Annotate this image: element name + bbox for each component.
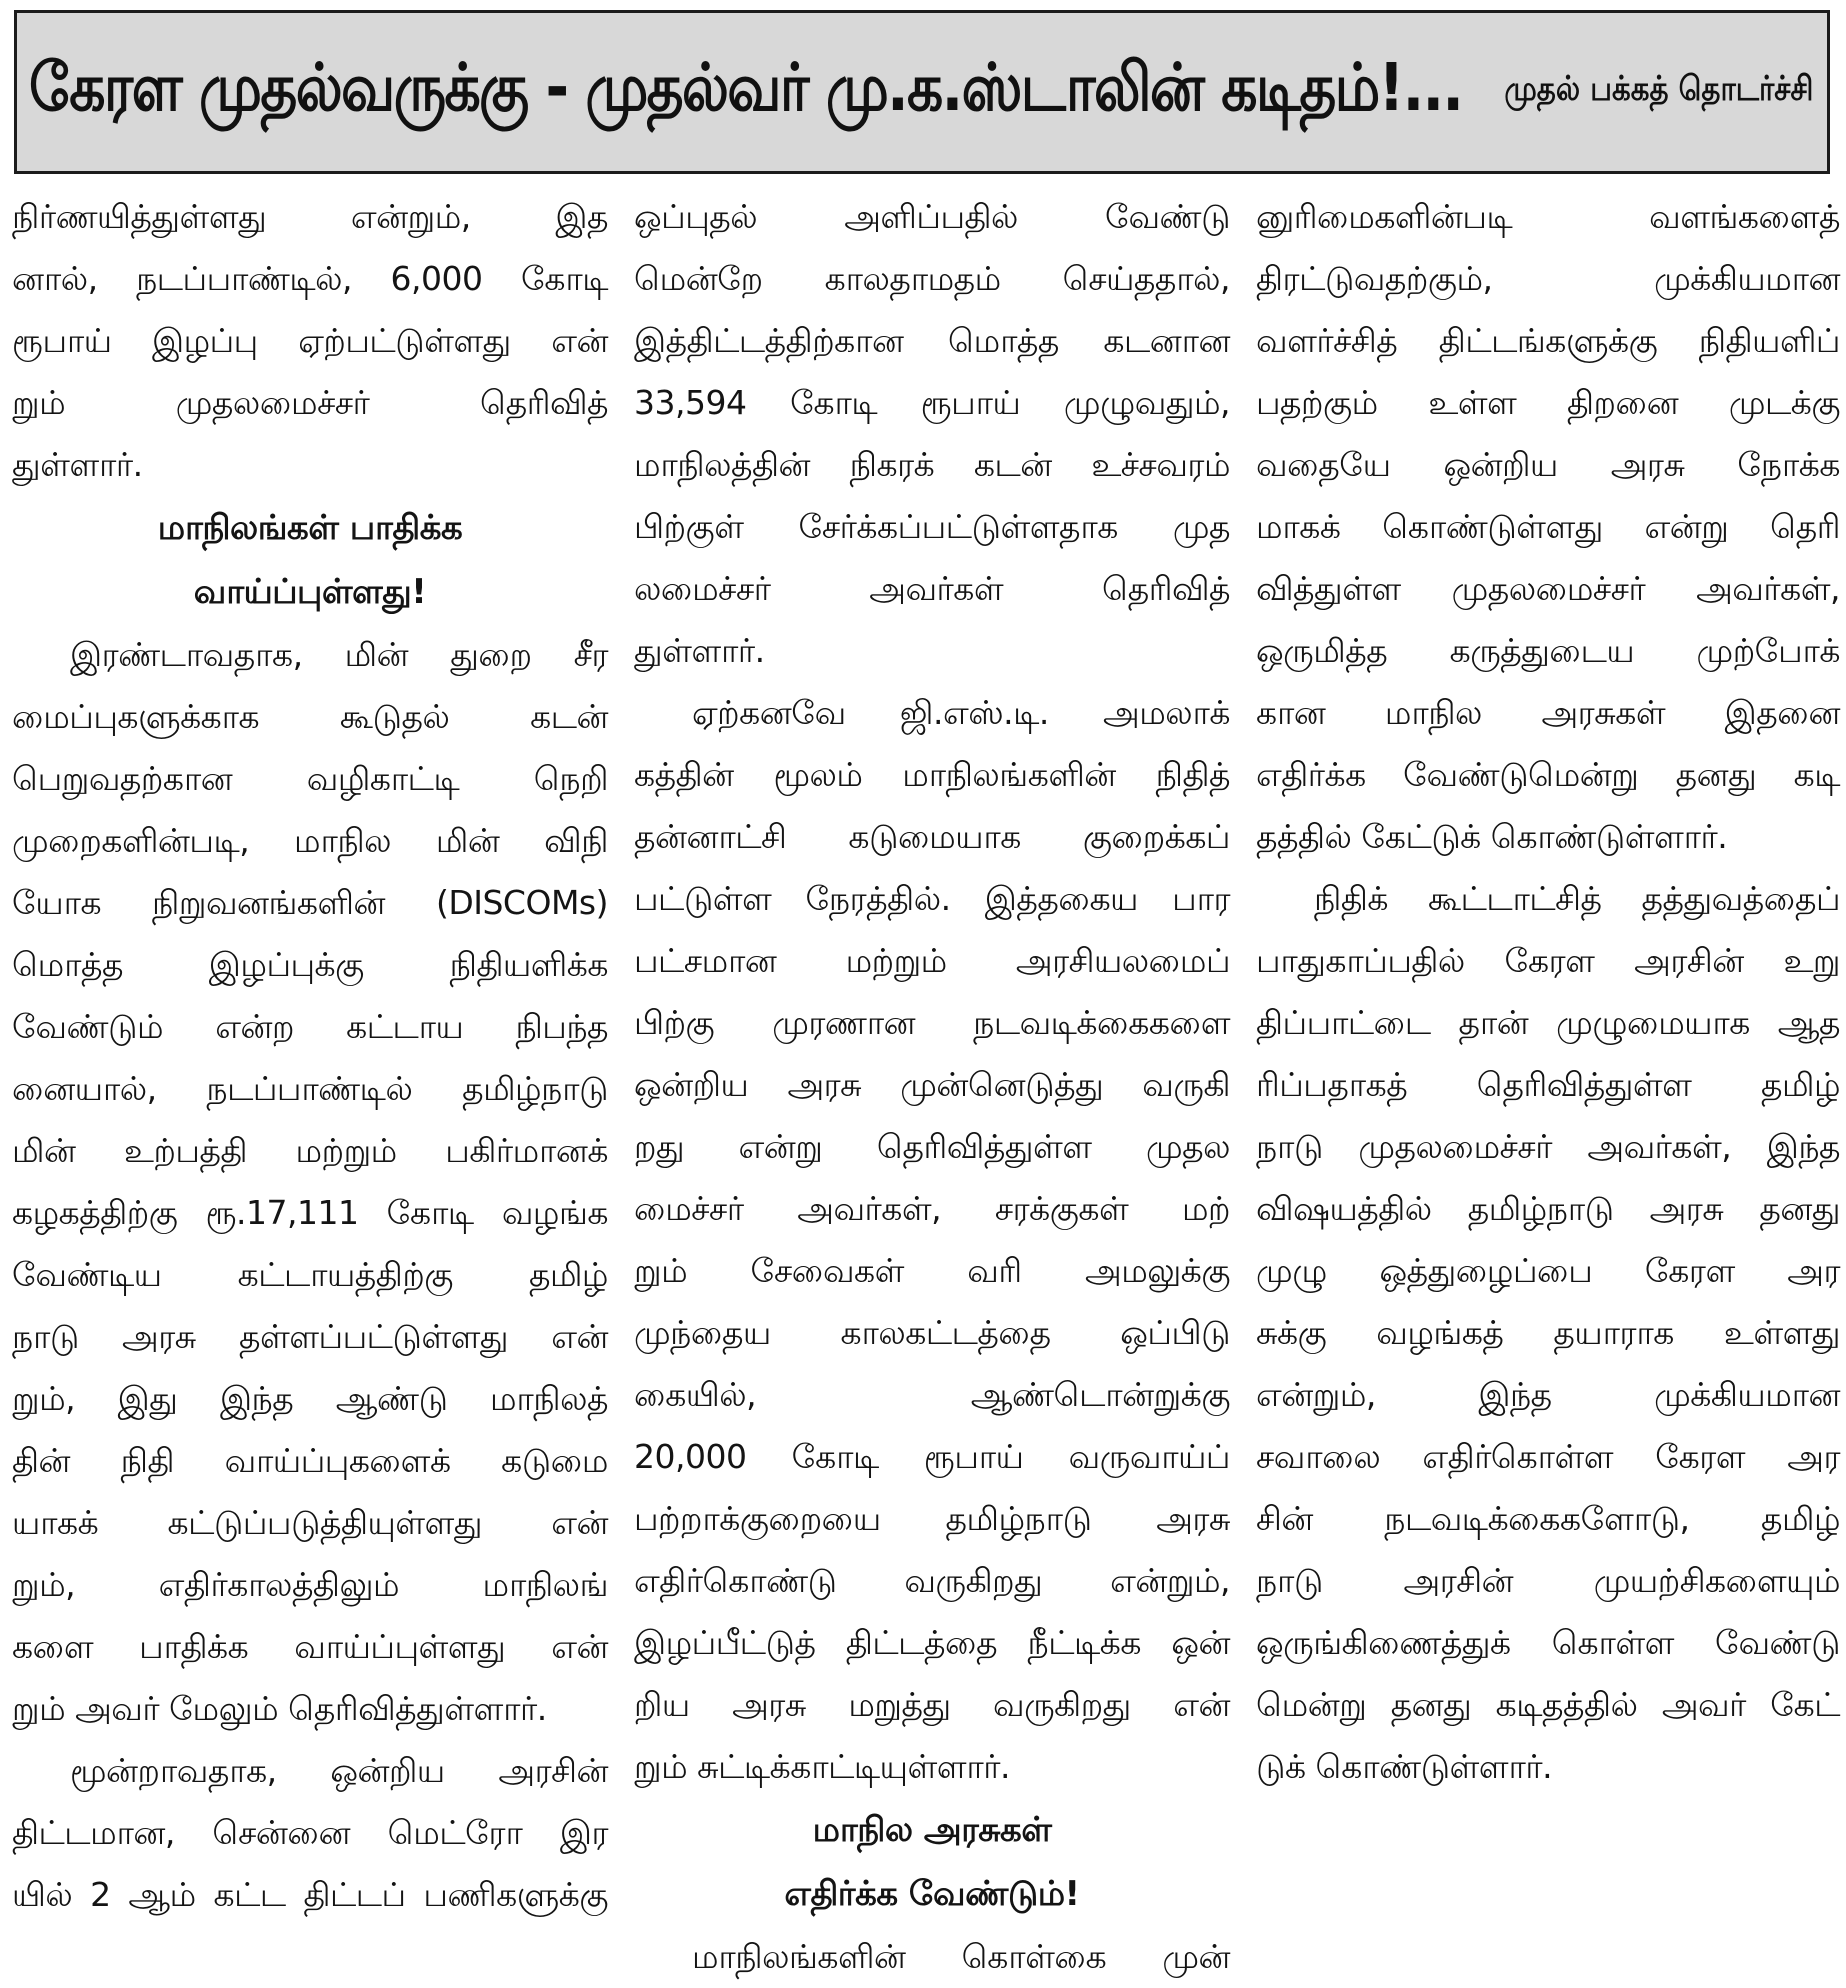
article-line: யில் 2 ஆம் கட்ட திட்டப் பணிகளுக்கு (12, 1875, 608, 1914)
article-line: வதையே ஒன்றிய அரசு நோக்க (1256, 445, 1840, 484)
article-line: வேண்டிய கட்டாயத்திற்கு தமிழ் (12, 1255, 608, 1294)
article-line: மென்றே காலதாமதம் செய்ததால், (634, 259, 1230, 298)
article-line: கத்தின் மூலம் மாநிலங்களின் நிதித் (634, 755, 1230, 794)
article-line: மாநிலத்தின் நிகரக் கடன் உச்சவரம் (634, 445, 1230, 484)
article-subheading: வாய்ப்புள்ளது! (193, 572, 427, 612)
paragraph-first-line: ஏற்கனவே ஜி.எஸ்.டி. அமலாக் (692, 693, 1230, 732)
article-line: றும், இது இந்த ஆண்டு மாநிலத் (12, 1379, 608, 1418)
article-line: யாகக் கட்டுப்படுத்தியுள்ளது என் (12, 1503, 608, 1542)
article-line: கையில், ஆண்டொன்றுக்கு (634, 1375, 1230, 1414)
article-column-1 (12, 186, 608, 1914)
article-line: திட்டமான, சென்னை மெட்ரோ இர (12, 1813, 608, 1852)
article-line: 20,000 கோடி ரூபாய் வருவாய்ப் (634, 1437, 1230, 1476)
article-line: திரட்டுவதற்கும், முக்கியமான (1256, 259, 1840, 298)
article-line: யோக நிறுவனங்களின் (DISCOMs) (12, 883, 608, 922)
article-line: ரிப்பதாகத் தெரிவித்துள்ள தமிழ் (1256, 1065, 1840, 1104)
article-line: ரூபாய் இழப்பு ஏற்பட்டுள்ளது என் (12, 321, 608, 360)
article-line: றும் சேவைகள் வரி அமலுக்கு (634, 1251, 1230, 1290)
article-line: வேண்டும் என்ற கட்டாய நிபந்த (12, 1007, 608, 1046)
article-line: 33,594 கோடி ரூபாய் முழுவதும், (634, 383, 1230, 422)
paragraph-first-line: மாநிலங்களின் கொள்கை முன் (692, 1937, 1230, 1976)
article-subheading: எதிர்க்க வேண்டும்! (784, 1874, 1080, 1914)
paragraph-last-line: துள்ளார். (12, 445, 143, 484)
article-line: கான மாநில அரசுகள் இதனை (1256, 693, 1840, 732)
article-line: றும் முதலமைச்சர் தெரிவித் (12, 383, 608, 422)
article-line: றது என்று தெரிவித்துள்ள முதல (634, 1127, 1230, 1166)
article-line: மைச்சர் அவர்கள், சரக்குகள் மற் (634, 1189, 1230, 1228)
headline-title: கேரள முதல்வருக்கு - முதல்வர் மு.க.ஸ்டாலின் கடிதம்!... (29, 49, 1463, 126)
article-line: இத்திட்டத்திற்கான மொத்த கடனான (634, 321, 1230, 360)
article-line: ஒன்றிய அரசு முன்னெடுத்து வருகி (634, 1065, 1230, 1104)
article-line: விஷயத்தில் தமிழ்நாடு அரசு தனது (1256, 1189, 1840, 1228)
article-line: சுக்கு வழங்கத் தயாராக உள்ளது (1256, 1313, 1840, 1352)
article-line: லமைச்சர் அவர்கள் தெரிவித் (634, 569, 1230, 608)
article-column-2 (634, 186, 1230, 1976)
article-line: பட்டுள்ள நேரத்தில். இத்தகைய பார (634, 879, 1230, 918)
article-line: தின் நிதி வாய்ப்புகளைக் கடுமை (12, 1441, 608, 1480)
article-subheading: மாநில அரசுகள் (812, 1810, 1052, 1850)
paragraph-last-line: துள்ளார். (634, 631, 765, 670)
article-line: திப்பாட்டை தான் முழுமையாக ஆத (1256, 1003, 1840, 1042)
article-line: தன்னாட்சி கடுமையாக குறைக்கப் (634, 817, 1230, 856)
article-line: நாடு முதலமைச்சர் அவர்கள், இந்த (1256, 1127, 1840, 1166)
article-line: றிய அரசு மறுத்து வருகிறது என் (634, 1685, 1230, 1724)
article-line: பிற்குள் சேர்க்கப்பட்டுள்ளதாக முத (634, 507, 1230, 546)
article-line: மென்று தனது கடிதத்தில் அவர் கேட் (1256, 1685, 1840, 1724)
article-line: ஒருமித்த கருத்துடைய முற்போக் (1256, 631, 1840, 670)
article-line: முழு ஒத்துழைப்பை கேரள அர (1256, 1251, 1840, 1290)
article-line: வளர்ச்சித் திட்டங்களுக்கு நிதியளிப் (1256, 321, 1840, 360)
article-line: னால், நடப்பாண்டில், 6,000 கோடி (12, 259, 608, 298)
article-line: பற்றாக்குறையை தமிழ்நாடு அரசு (634, 1499, 1230, 1538)
article-line: ஒப்புதல் அளிப்பதில் வேண்டு (634, 197, 1230, 236)
article-line: சின் நடவடிக்கைகளோடு, தமிழ் (1256, 1499, 1840, 1538)
article-line: பட்சமான மற்றும் அரசியலமைப் (634, 941, 1230, 980)
article-line: பெறுவதற்கான வழிகாட்டி நெறி (12, 759, 608, 798)
article-line: நாடு அரசின் முயற்சிகளையும் (1256, 1561, 1840, 1600)
article-line: பதற்கும் உள்ள திறனை முடக்கு (1256, 383, 1840, 422)
article-line: றும், எதிர்காலத்திலும் மாநிலங் (12, 1565, 608, 1604)
article-column-3 (1256, 186, 1840, 1886)
article-line: மாகக் கொண்டுள்ளது என்று தெரி (1256, 507, 1840, 546)
paragraph-first-line: மூன்றாவதாக, ஒன்றிய அரசின் (70, 1751, 608, 1790)
article-line: மைப்புகளுக்காக கூடுதல் கடன் (12, 697, 608, 736)
article-line: மின் உற்பத்தி மற்றும் பகிர்மானக் (12, 1131, 608, 1170)
paragraph-first-line: இரண்டாவதாக, மின் துறை சீர (70, 635, 608, 674)
article-line: நாடு அரசு தள்ளப்பட்டுள்ளது என் (12, 1317, 608, 1356)
paragraph-last-line: றும் சுட்டிக்காட்டியுள்ளார். (634, 1747, 1010, 1786)
paragraph-last-line: றும் அவர் மேலும் தெரிவித்துள்ளார். (12, 1689, 547, 1728)
article-line: னுரிமைகளின்படி வளங்களைத் (1256, 197, 1840, 236)
paragraph-last-line: தத்தில் கேட்டுக் கொண்டுள்ளார். (1256, 817, 1728, 856)
article-line: இழப்பீட்டுத் திட்டத்தை நீட்டிக்க ஒன் (634, 1623, 1230, 1662)
article-line: னையால், நடப்பாண்டில் தமிழ்நாடு (12, 1069, 608, 1108)
article-line: களை பாதிக்க வாய்ப்புள்ளது என் (12, 1627, 608, 1666)
article-line: எதிர்க்க வேண்டுமென்று தனது கடி (1256, 755, 1840, 794)
paragraph-first-line: நிதிக் கூட்டாட்சித் தத்துவத்தைப் (1314, 879, 1840, 918)
paragraph-last-line: டுக் கொண்டுள்ளார். (1256, 1747, 1553, 1786)
article-line: ஒருங்கிணைத்துக் கொள்ள வேண்டு (1256, 1623, 1840, 1662)
article-columns (12, 186, 1840, 1976)
article-line: நிர்ணயித்துள்ளது என்றும், இத (12, 197, 608, 236)
article-subheading: மாநிலங்கள் பாதிக்க (157, 508, 463, 548)
article-line: சவாலை எதிர்கொள்ள கேரள அர (1256, 1437, 1840, 1476)
article-line: முந்தைய காலகட்டத்தை ஒப்பிடு (634, 1313, 1230, 1352)
article-line: பிற்கு முரணான நடவடிக்கைகளை (634, 1003, 1230, 1042)
headline-box (14, 10, 1830, 174)
article-line: வித்துள்ள முதலமைச்சர் அவர்கள், (1256, 569, 1840, 608)
article-line: முறைகளின்படி, மாநில மின் விநி (12, 821, 608, 860)
article-line: மொத்த இழப்புக்கு நிதியளிக்க (12, 945, 608, 984)
article-line: கழகத்திற்கு ரூ.17,111 கோடி வழங்க (12, 1193, 608, 1232)
headline-continuation: முதல் பக்கத் தொடர்ச்சி (1503, 69, 1813, 109)
article-line: எதிர்கொண்டு வருகிறது என்றும், (634, 1561, 1230, 1600)
article-line: பாதுகாப்பதில் கேரள அரசின் உறு (1256, 941, 1840, 980)
article-line: என்றும், இந்த முக்கியமான (1256, 1375, 1840, 1414)
